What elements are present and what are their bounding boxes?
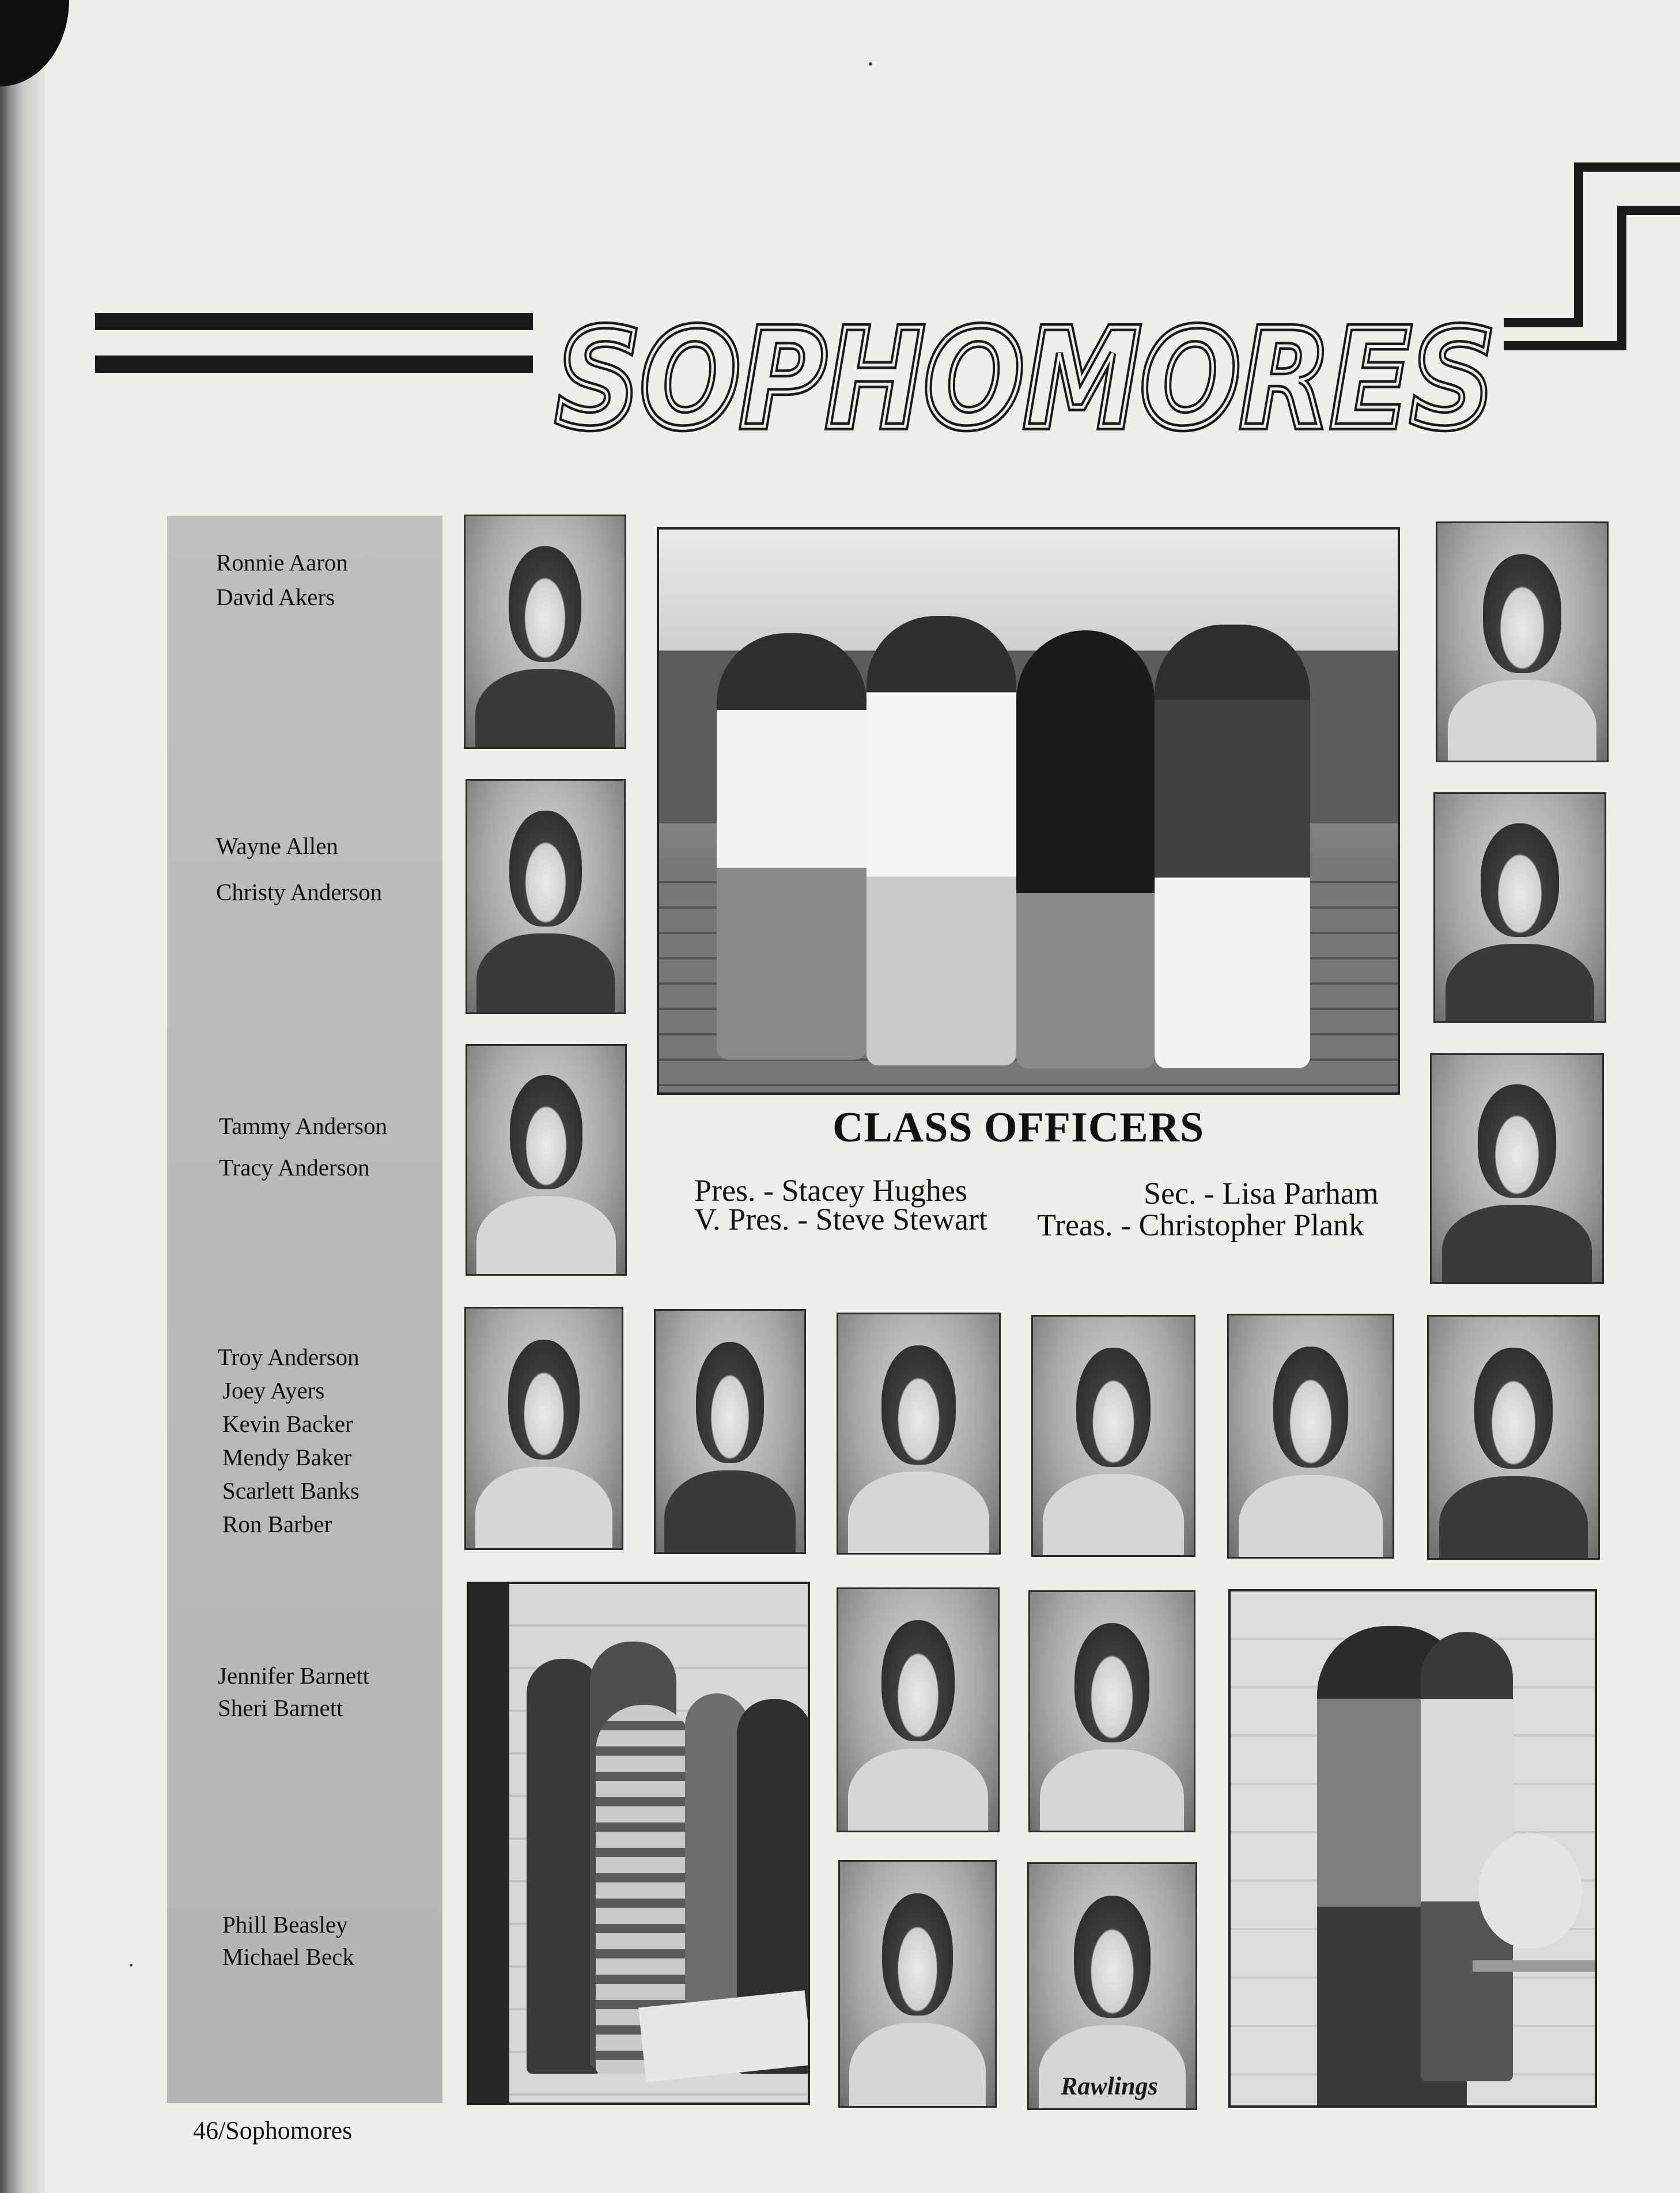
svg-text:SOPHOMORES: SOPHOMORES — [556, 308, 1495, 447]
student-name: Christy Anderson — [216, 879, 383, 905]
student-name: Tracy Anderson — [219, 1154, 370, 1181]
names-group-4 — [218, 1340, 360, 1541]
student-name: Joey Ayers — [222, 1377, 325, 1404]
portrait-photo — [654, 1309, 806, 1554]
student-name: Ronnie Aaron — [216, 549, 348, 576]
portrait-photo — [1436, 521, 1609, 762]
title-rule-top — [95, 313, 533, 330]
names-group-5 — [218, 1659, 369, 1724]
officer-treasurer: Treas. - Christopher Plank — [1037, 1208, 1364, 1242]
portrait-photo — [837, 1313, 1001, 1555]
portrait-photo — [837, 1587, 1000, 1832]
candid-hallway-photo — [467, 1582, 810, 2105]
print-speck — [130, 1964, 133, 1967]
officer-secretary: Sec. - Lisa Parham — [1144, 1176, 1379, 1211]
candid-classroom-photo — [1228, 1589, 1597, 2108]
student-name: Tammy Anderson — [219, 1113, 388, 1139]
shirt-logo-text: Rawlings — [1061, 2072, 1158, 2100]
portrait-photo — [466, 779, 626, 1014]
portrait-photo — [1031, 1315, 1195, 1557]
student-name: David Akers — [216, 584, 335, 610]
portrait-photo — [464, 515, 626, 749]
portrait-photo — [1227, 1314, 1394, 1559]
student-name: Sheri Barnett — [218, 1695, 343, 1721]
title-step-ornament — [1498, 156, 1680, 363]
print-speck — [869, 62, 872, 66]
officer-vice-president: V. Pres. - Steve Stewart — [694, 1202, 987, 1237]
page-title — [547, 308, 1504, 447]
portrait-photo — [1433, 792, 1606, 1023]
student-name: Ron Barber — [222, 1511, 332, 1537]
names-sidebar — [167, 516, 442, 2103]
portrait-photo — [1427, 1315, 1600, 1560]
portrait-photo — [1027, 1862, 1197, 2110]
portrait-photo — [1430, 1053, 1604, 1284]
names-group-2 — [216, 823, 382, 915]
student-name: Scarlett Banks — [222, 1477, 360, 1504]
student-name: Mendy Baker — [222, 1444, 352, 1470]
student-name: Kevin Backer — [222, 1411, 353, 1437]
page-corner-shadow — [0, 0, 69, 86]
page-footer: 46/Sophomores — [193, 2116, 353, 2145]
portrait-photo — [464, 1307, 623, 1550]
names-group-6 — [222, 1908, 354, 1973]
page-title-text: SOPHOMORES — [556, 308, 1495, 447]
page-binding-edge — [0, 0, 45, 2193]
names-group-1 — [216, 545, 348, 614]
student-name: Wayne Allen — [216, 833, 338, 859]
portrait-photo — [838, 1860, 997, 2108]
student-name: Troy Anderson — [218, 1344, 360, 1370]
names-group-3 — [219, 1105, 387, 1188]
title-rule-bottom — [95, 356, 533, 373]
portrait-photo — [466, 1044, 627, 1276]
class-officers-heading: CLASS OFFICERS — [833, 1104, 1205, 1151]
portrait-photo — [1028, 1590, 1195, 1832]
class-officers-photo — [657, 527, 1400, 1095]
officer-president: Pres. - Stacey Hughes — [694, 1173, 967, 1208]
student-name: Phill Beasley — [222, 1911, 348, 1938]
student-name: Michael Beck — [222, 1944, 354, 1970]
student-name: Jennifer Barnett — [218, 1662, 369, 1689]
